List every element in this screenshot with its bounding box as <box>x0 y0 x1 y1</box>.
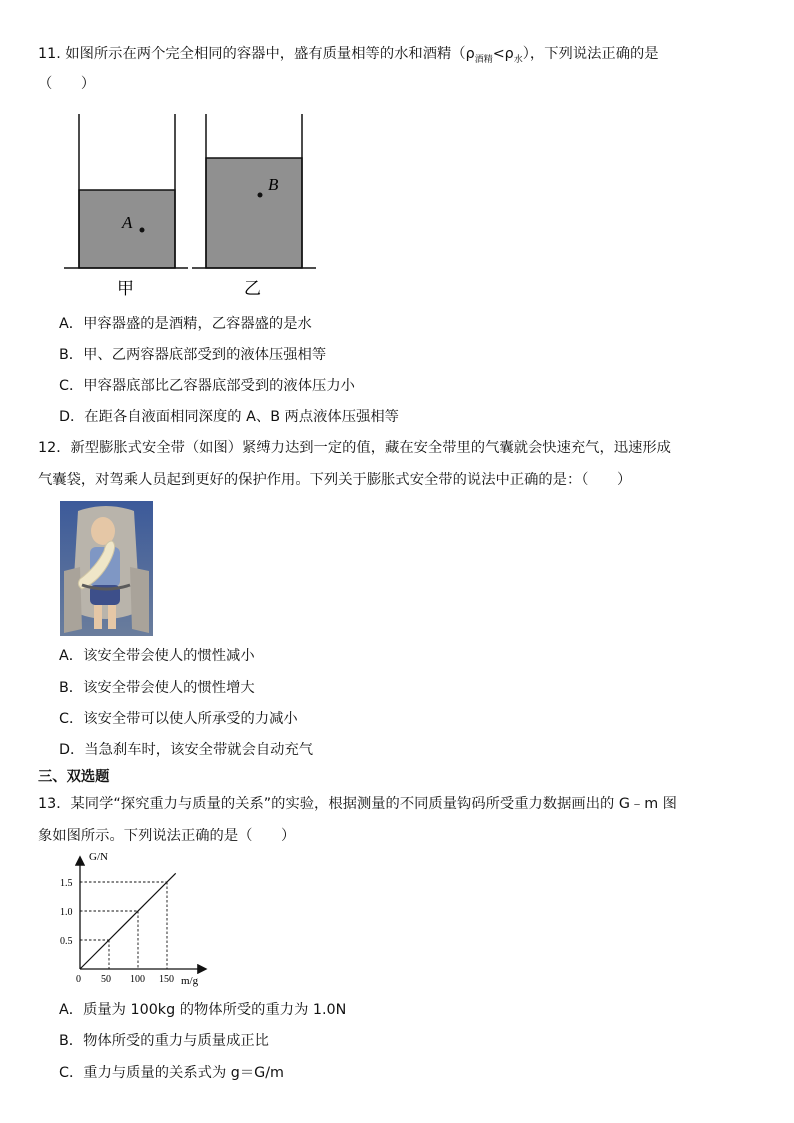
containers-figure <box>60 110 320 300</box>
q13-option-a: A．质量为 100kg 的物体所受的重力为 1.0N <box>59 1002 347 1018</box>
point-a-label: A <box>122 213 133 232</box>
q11-stem-line1: 11. 如图所示在两个完全相同的容器中，盛有质量相等的水和酒精$(\rho_{酒精}<\rho_水)$，下列说法正确的是 <box>38 46 659 65</box>
q13-stem-line2: 象如图所示。下列说法正确的是（ ） <box>38 828 296 844</box>
y-tick-label: 0.5 <box>60 936 73 947</box>
q12-option-a: A．该安全带会使人的惯性减小 <box>59 648 255 664</box>
x-tick-label: 100 <box>130 974 145 985</box>
q12-stem-line2: 气囊袋，对驾乘人员起到更好的保护作用。下列关于膨胀式安全带的说法中正确的是：（ ） <box>38 472 632 488</box>
y-axis-label: G/N <box>89 851 108 863</box>
label-yi: 乙 <box>244 279 261 299</box>
q11-option-a: A．甲容器盛的是酒精，乙容器盛的是水 <box>59 316 312 332</box>
q11-option-c: C．甲容器底部比乙容器底部受到的液体压力小 <box>59 378 355 394</box>
series-line <box>80 873 176 969</box>
q11-answer-paren: （ ） <box>38 76 96 92</box>
q13-option-b: B．物体所受的重力与质量成正比 <box>59 1033 269 1049</box>
section-title: 三、双选题 <box>38 769 110 785</box>
seatbelt-photo <box>60 501 153 636</box>
x-tick-label: 150 <box>159 974 174 985</box>
y-tick-label: 1.5 <box>60 878 73 889</box>
q12-option-d: D．当急刹车时，该安全带就会自动充气 <box>59 742 314 758</box>
x-tick-label: 0 <box>76 974 81 985</box>
y-tick-label: 1.0 <box>60 907 73 918</box>
q12-option-b: B．该安全带会使人的惯性增大 <box>59 680 255 696</box>
liquid-yi <box>206 158 302 268</box>
q13-option-c: C．重力与质量的关系式为 g＝G/m <box>59 1065 284 1081</box>
q11-option-b: B．甲、乙两容器底部受到的液体压强相等 <box>59 347 327 363</box>
x-tick-label: 50 <box>101 974 111 985</box>
point-b-label: B <box>268 175 279 194</box>
point-a <box>140 228 145 233</box>
q11-option-d: D．在距各自液面相同深度的 A、B 两点液体压强相等 <box>59 409 399 425</box>
x-axis-label: m/g <box>181 975 199 987</box>
q12-stem-line1: 12．新型膨胀式安全带（如图）紧缚力达到一定的值，藏在安全带里的气囊就会快速充气，迅速形成 <box>38 440 671 456</box>
point-b <box>258 193 263 198</box>
label-jia: 甲 <box>117 279 134 299</box>
q13-stem-line1: 13．某同学“探究重力与质量的关系”的实验，根据测量的不同质量钩码所受重力数据画出的 G﹣m 图 <box>38 796 677 812</box>
q12-option-c: C．该安全带可以使人所承受的力减小 <box>59 711 298 727</box>
g-m-chart <box>55 850 215 990</box>
